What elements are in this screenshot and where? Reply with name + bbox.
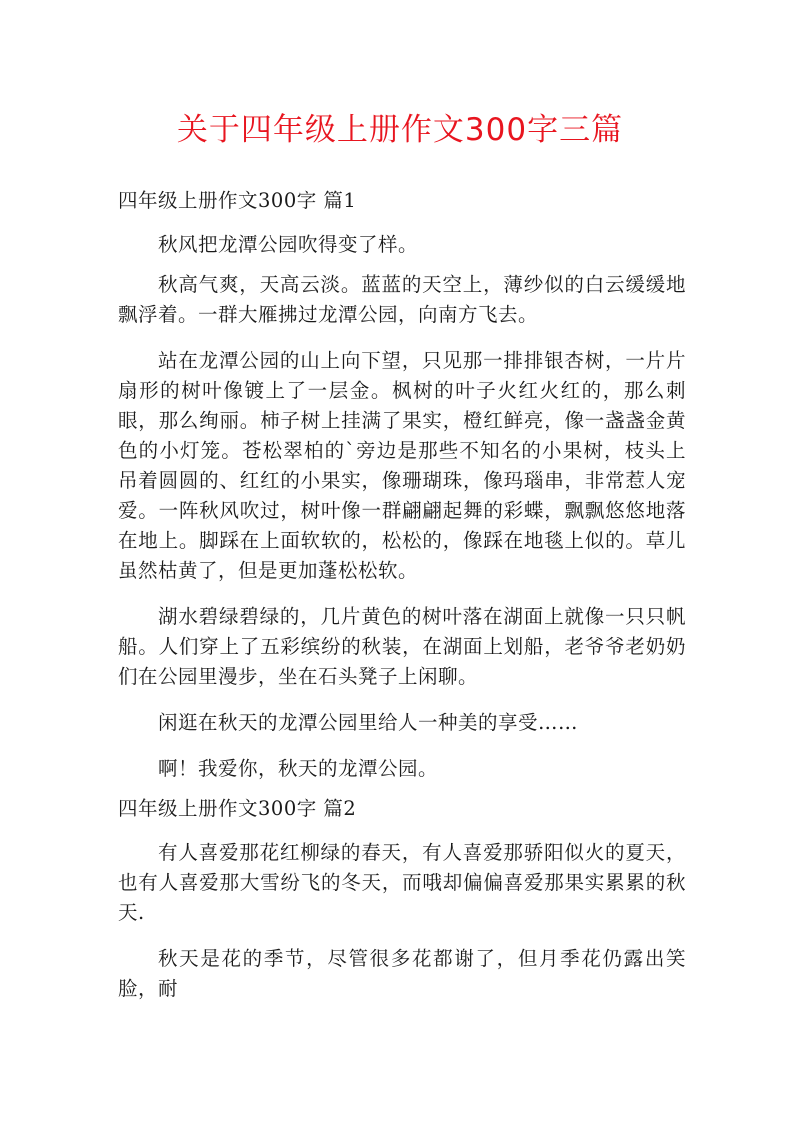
paragraph: 湖水碧绿碧绿的，几片黄色的树叶落在湖面上就像一只只帆船。人们穿上了五彩缤纷的秋装，在湖面上划船，老爷爷老奶奶们在公园里漫步，坐在石头凳子上闲聊。: [118, 605, 686, 688]
document-body: [118, 186, 686, 1020]
document-title: 关于四年级上册作文300字三篇: [176, 112, 624, 148]
paragraph: 秋风把龙潭公园吹得变了样。: [158, 233, 419, 256]
paragraph: 有人喜爱那花红柳绿的春天，有人喜爱那骄阳似火的夏天，也有人喜爱那大雪纷飞的冬天，而哦却偏偏喜爱那果实累累的秋天.: [118, 841, 686, 924]
section-heading: 四年级上册作文300字 篇2: [118, 797, 357, 820]
paragraph: 站在龙潭公园的山上向下望，只见那一排排银杏树，一片片扇形的树叶像镀上了一层金。枫树的叶子火红火红的，那么刺眼，那么绚丽。柿子树上挂满了果实，橙红鲜亮，像一盏盏金黄色的小灯笼。苍松翠柏的`旁边是那些不知名的小果树，枝头上吊着圆圆的、红红的小果实，像珊瑚珠，像玛瑙串，非常惹人宠爱。一阵秋风吹过，树叶像一群翩翩起舞的彩蝶，飘飘悠悠地落在地上。脚踩在上面软软的，松松的，像踩在地毯上似的。草儿虽然枯黄了，但是更加蓬松松软。: [118, 349, 686, 582]
paragraph: 秋高气爽，天高云淡。蓝蓝的天空上，薄纱似的白云缓缓地飘浮着。一群大雁拂过龙潭公园，向南方飞去。: [118, 273, 686, 326]
paragraph: 啊！我爱你，秋天的龙潭公园。: [158, 757, 439, 780]
paragraph: 秋天是花的季节，尽管很多花都谢了，但月季花仍露出笑脸，耐: [118, 947, 686, 1000]
paragraph: 闲逛在秋天的龙潭公园里给人一种美的享受……: [158, 711, 579, 734]
section-heading: 四年级上册作文300字 篇1: [118, 189, 357, 212]
